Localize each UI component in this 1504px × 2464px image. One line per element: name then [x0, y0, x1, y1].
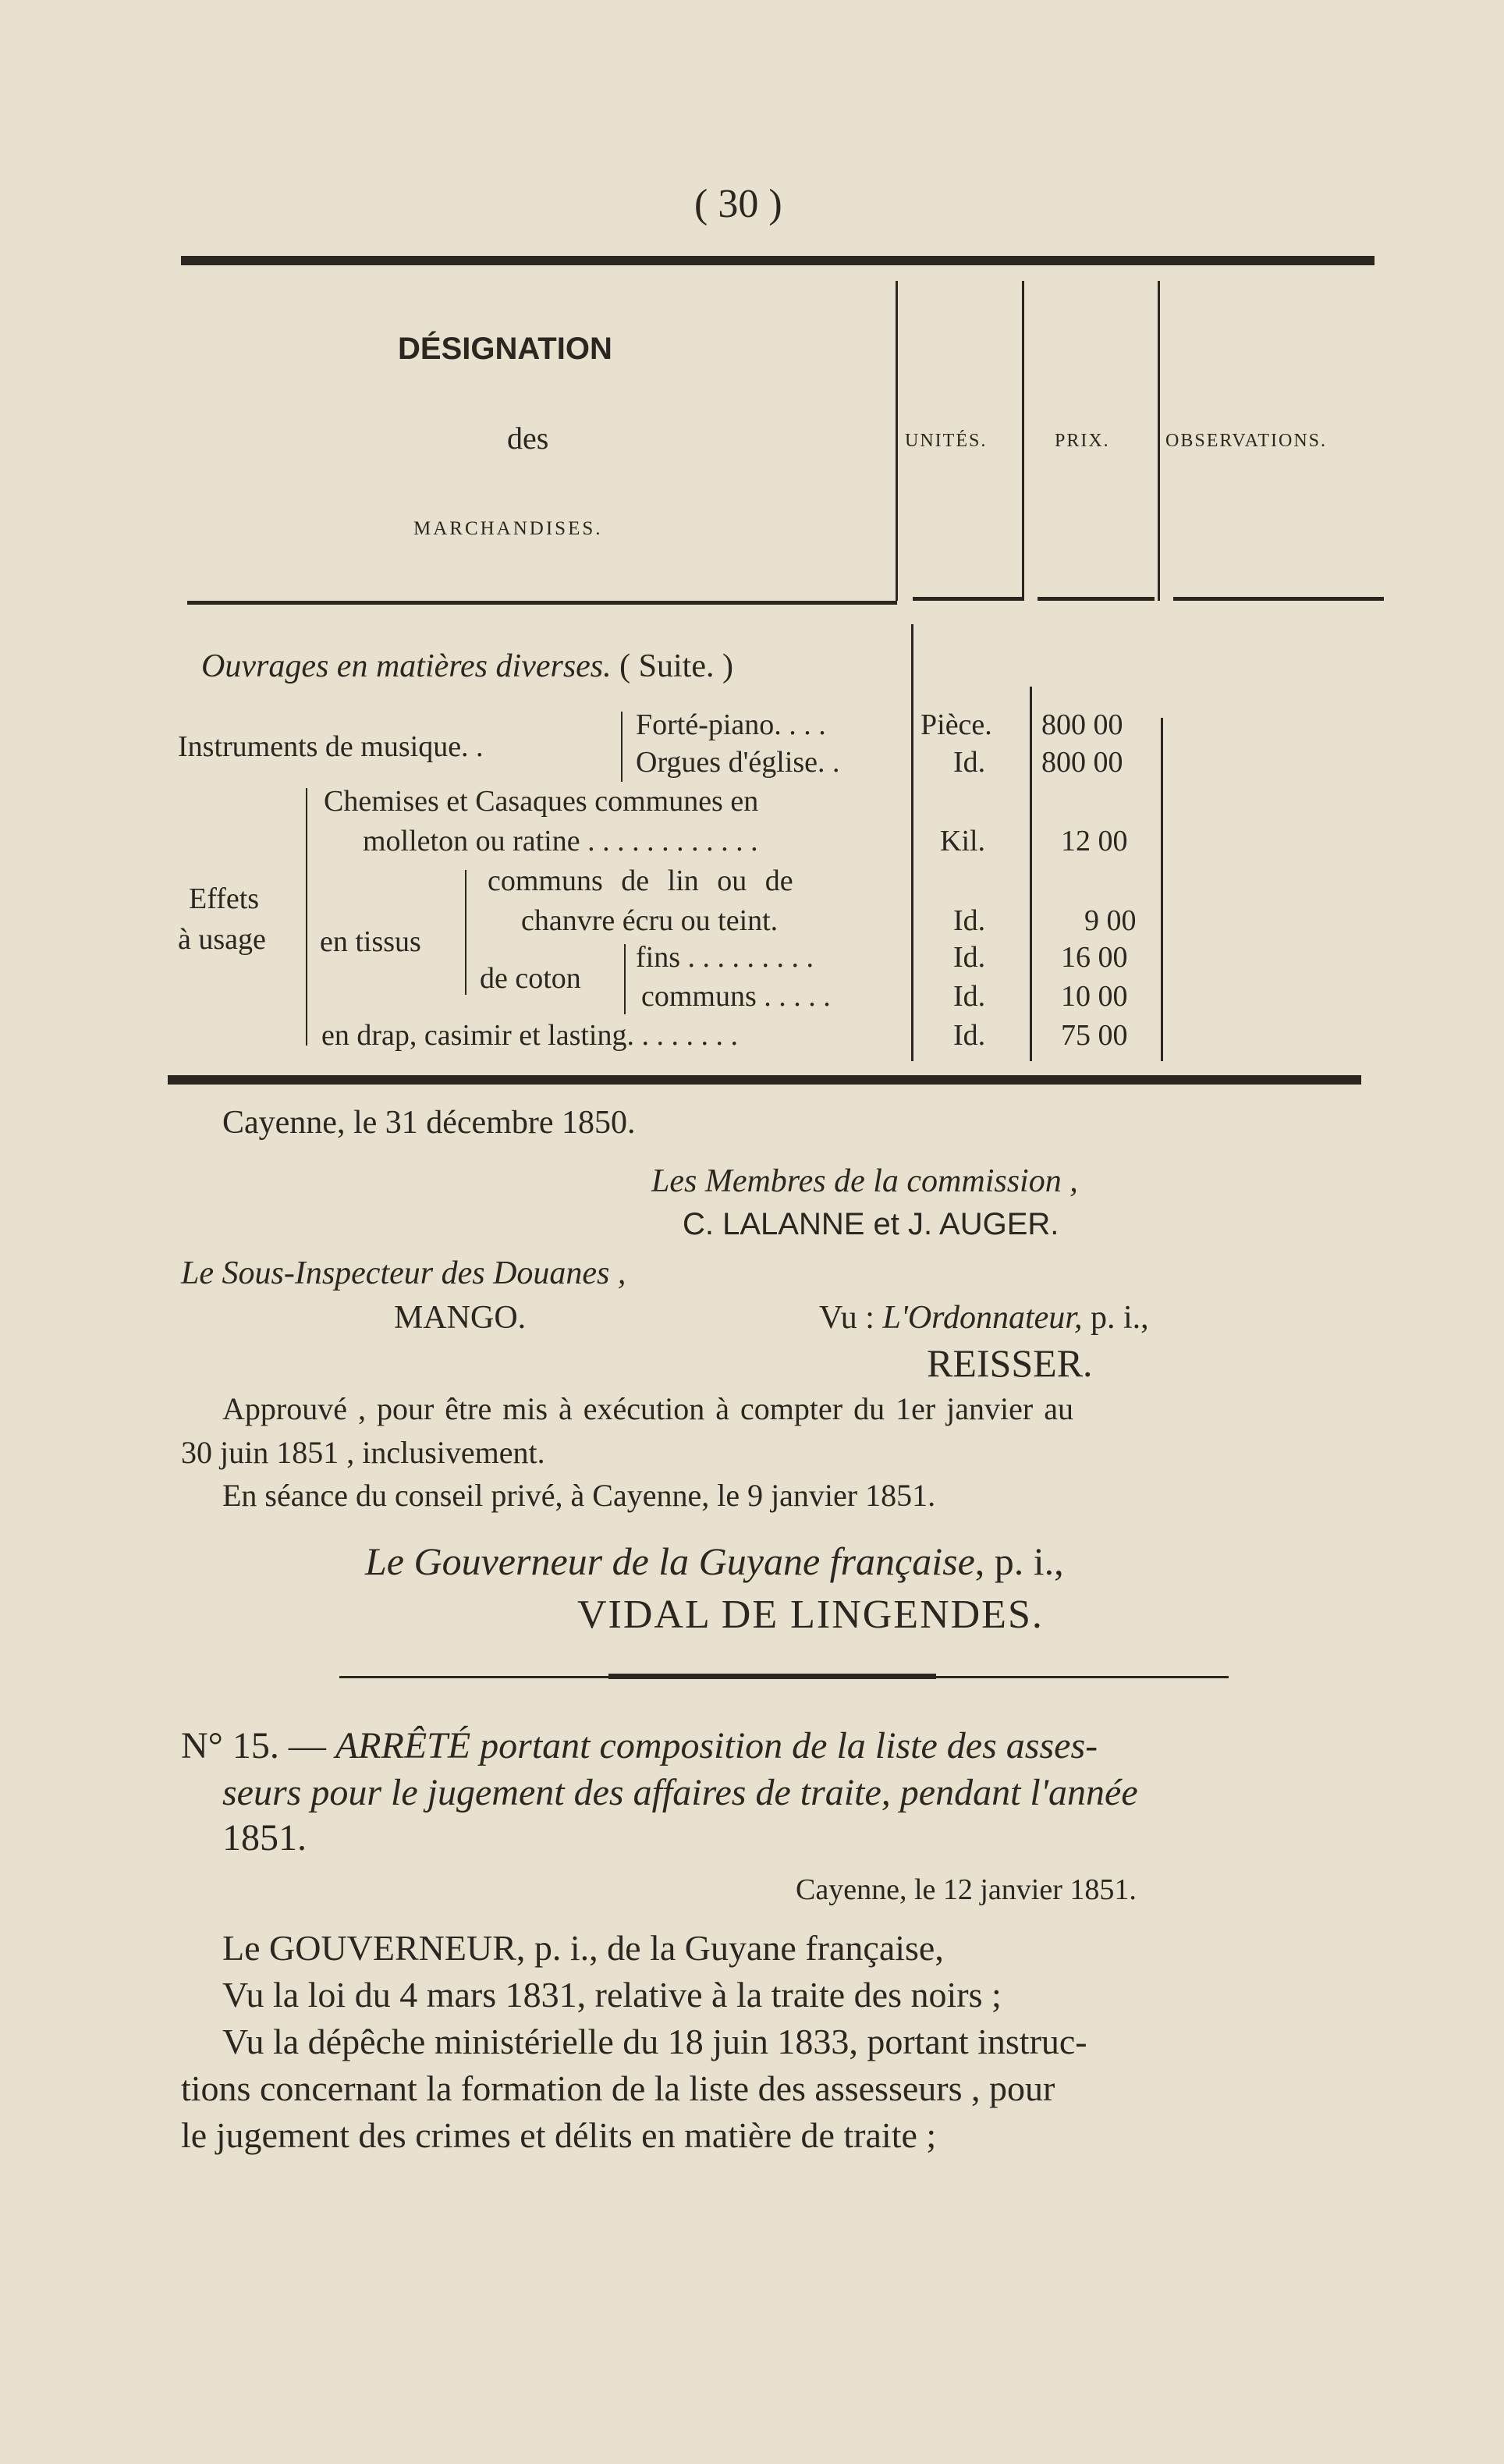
column-divider — [1158, 281, 1160, 601]
en-tissus-label: en tissus — [320, 925, 421, 958]
row-label: Orgues d'église. . — [636, 746, 840, 779]
row-label: Forté-piano. . . . — [636, 708, 826, 741]
effets-label: à usage — [178, 923, 266, 956]
sous-inspecteur-name: MANGO. — [394, 1300, 527, 1336]
seance-line: En séance du conseil privé, à Cayenne, le 9 janvier 1851. — [222, 1478, 936, 1513]
row-unit: Id. — [953, 1019, 986, 1052]
brace — [306, 788, 312, 1046]
header-rule — [187, 601, 897, 605]
gouverneur-name: VIDAL DE LINGENDES. — [577, 1592, 1044, 1637]
ordonnateur-suffix: p. i., — [1090, 1300, 1149, 1336]
section-separator-thick — [608, 1674, 936, 1679]
members-names: C. LALANNE et J. AUGER. — [683, 1207, 1059, 1241]
row-label: communs . . . . . — [641, 980, 831, 1013]
arrete-body-line5: le jugement des crimes et délits en matière de traite ; — [181, 2115, 937, 2155]
row-price: 800 00 — [1041, 708, 1123, 741]
approuve-line1: Approuvé , pour être mis à exécution à compter du 1er janvier au — [222, 1391, 1073, 1426]
header-observations: OBSERVATIONS. — [1165, 431, 1328, 451]
row-label: molleton ou ratine . . . . . . . . . . . . — [363, 825, 758, 857]
header-rule — [913, 597, 1022, 601]
section-title — [201, 648, 733, 685]
page-number: ( 30 ) — [694, 182, 782, 226]
approuve-line2: 30 juin 1851 , inclusivement. — [181, 1435, 545, 1470]
brace — [621, 712, 627, 782]
vu-label: Vu : — [819, 1300, 874, 1336]
members-title: Les Membres de la commission , — [651, 1163, 1078, 1199]
arrete-heading-line2: seurs pour le jugement des affaires de traite, pendant l'année — [222, 1772, 1138, 1813]
section-title-text: Ouvrages en matières diverses. — [201, 648, 612, 684]
ordonnateur-name: REISSER. — [927, 1341, 1093, 1385]
vu-line — [819, 1299, 1149, 1337]
column-divider — [911, 624, 913, 1061]
brace — [465, 870, 471, 995]
row-unit: Id. — [953, 941, 986, 974]
arrete-body-line3: Vu la dépêche ministérielle du 18 juin 1833, portant instruc- — [222, 2022, 1087, 2061]
header-unites: UNITÉS. — [905, 431, 988, 451]
header-des: des — [507, 421, 549, 456]
row-unit: Pièce. — [920, 708, 992, 741]
sous-inspecteur-title: Le Sous-Inspecteur des Douanes , — [181, 1255, 626, 1291]
row-price: 16 00 — [1061, 941, 1128, 974]
arrete-number: N° 15. — — [181, 1725, 326, 1766]
row-label: en drap, casimir et lasting. . . . . . . . — [321, 1019, 738, 1052]
arrete-body-line2: Vu la loi du 4 mars 1831, relative à la traite des noirs ; — [222, 1975, 1002, 2015]
row-price: 12 00 — [1061, 825, 1128, 857]
row-unit: Id. — [953, 904, 986, 937]
row-label: fins . . . . . . . . . — [636, 941, 814, 974]
row-unit: Id. — [953, 746, 986, 779]
brace — [624, 944, 630, 1014]
gouverneur-title: Le Gouverneur de la Guyane française — [365, 1539, 975, 1583]
row-price: 10 00 — [1061, 980, 1128, 1013]
arrete-heading-line1 — [181, 1724, 1098, 1767]
header-rule — [1038, 597, 1155, 601]
row-price: 75 00 — [1061, 1019, 1128, 1052]
row-label: Chemises et Casaques communes en — [324, 785, 759, 818]
section-title-suffix: ( Suite. ) — [619, 648, 733, 684]
row-unit: Id. — [953, 980, 986, 1013]
commission-date: Cayenne, le 31 décembre 1850. — [222, 1105, 636, 1141]
top-rule — [181, 256, 1375, 265]
gouverneur-line — [365, 1539, 1064, 1584]
arrete-heading-line3: 1851. — [222, 1817, 307, 1859]
header-rule — [1173, 597, 1384, 601]
row-price: 800 00 — [1041, 746, 1123, 779]
row-unit: Kil. — [940, 825, 986, 857]
arrete-date: Cayenne, le 12 janvier 1851. — [796, 1873, 1137, 1906]
arrete-body-line4: tions concernant la formation de la liste des assesseurs , pour — [181, 2068, 1055, 2108]
ordonnateur-title: L'Ordonnateur, — [882, 1300, 1083, 1336]
instruments-label: Instruments de musique. . — [178, 730, 484, 763]
header-marchandises: MARCHANDISES. — [413, 518, 603, 539]
column-divider — [896, 281, 898, 601]
table-bottom-rule — [168, 1075, 1361, 1085]
gouverneur-suffix: , p. i., — [974, 1539, 1064, 1583]
de-coton-label: de coton — [480, 962, 581, 995]
row-label: chanvre écru ou teint. — [521, 904, 779, 937]
header-designation: DÉSIGNATION — [398, 332, 612, 366]
column-divider — [1022, 281, 1024, 601]
header-prix: PRIX. — [1055, 431, 1110, 451]
column-divider — [1161, 718, 1163, 1061]
arrete-title: ARRÊTÉ portant composition de la liste des asses- — [335, 1725, 1098, 1766]
effets-label: Effets — [189, 882, 260, 915]
row-label: communs de lin ou de — [488, 865, 793, 897]
column-divider — [1030, 687, 1032, 1061]
arrete-body-line1: Le GOUVERNEUR, p. i., de la Guyane française, — [222, 1928, 944, 1968]
row-price: 9 00 — [1084, 904, 1137, 937]
